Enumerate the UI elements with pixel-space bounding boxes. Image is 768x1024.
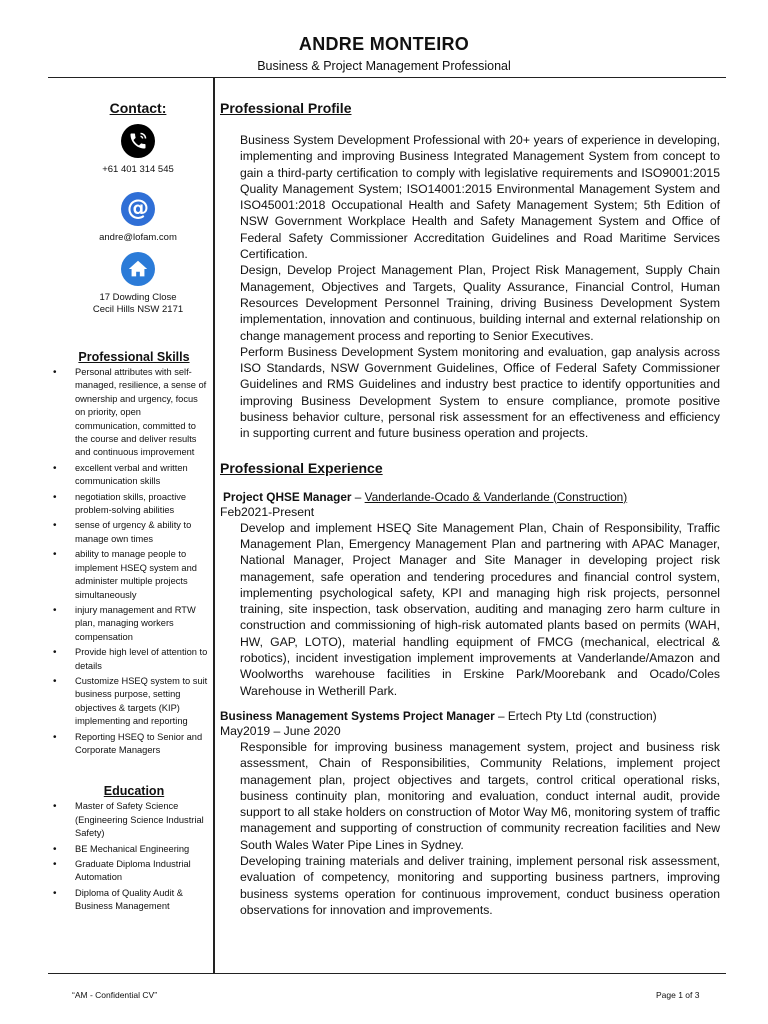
- job-heading: [220, 490, 720, 504]
- contact-email: [48, 192, 208, 243]
- education-title: Education: [103, 784, 165, 799]
- candidate-subtitle: Business & Project Management Professional: [257, 59, 511, 73]
- job-separator: –: [494, 708, 508, 723]
- list-item: • Reporting HSEQ to Senior and Corporate Managers: [48, 731, 208, 758]
- candidate-name: ANDRE MONTEIRO: [298, 34, 470, 54]
- left-column: [48, 77, 208, 916]
- job-heading: [220, 709, 720, 723]
- job-dates: May2019 – June 2020: [220, 723, 341, 738]
- right-column: [220, 77, 720, 918]
- profile-title: Professional Profile: [220, 100, 352, 116]
- list-item: • Provide high level of attention to details: [48, 646, 208, 673]
- education-list: [48, 800, 208, 913]
- list-item: • Customize HSEQ system to suit business purpose, setting objectives & targets (KIP) implementing and reporting: [48, 675, 208, 729]
- phone-icon: [121, 124, 155, 158]
- email-icon: @: [121, 192, 155, 226]
- list-item: • injury management and RTW plan, managing workers compensation: [48, 604, 208, 644]
- resume-header: [0, 34, 768, 73]
- bottom-divider: [48, 973, 726, 974]
- skills-title: Professional Skills: [78, 350, 190, 364]
- profile-paragraph: Design, Develop Project Management Plan, Project Risk Management, Supply Chain Management, Objectives and Targets, Quality Assurance, Financial Control, Human Resources Development Personnel Training, driving Business Development System implementation, innovation and continuous, building internal and external relationship on change management process and reporting to Senior Executives.: [240, 263, 720, 343]
- list-item: • Master of Safety Science (Engineering Science Industrial Safety): [48, 800, 208, 840]
- list-item: • excellent verbal and written communication skills: [48, 462, 208, 489]
- address-line-1: 17 Dowding Close: [99, 292, 177, 303]
- list-item: • Graduate Diploma Industrial Automation: [48, 858, 208, 885]
- column-divider: [213, 77, 215, 973]
- profile-body: [220, 132, 720, 442]
- profile-paragraph: Business System Development Professional with 20+ years of experience in developing, implementing and improving Business Integrated Management System from concept to gain a third-party certification to comply with legislative requirements and ISO9001:2015 Quality Management System; ISO14001:2015 Environmental Management System and ISO45001:2018 Occupational Health and Safety Management System; 5th Edition of NSW Government Workplace Health and Safety Management System and Office of Federal Safety Commissioner Accreditation Guidelines and Road Maritime Services Certification.: [240, 133, 720, 262]
- list-item: • Personal attributes with self-managed, resilience, a sense of ownership and urgency, focus on priority, open communication, committed to the course and deliver results and continuous improvement: [48, 366, 208, 460]
- job-company: Vanderlande-Ocado & Vanderlande (Construction): [364, 489, 628, 504]
- job-role: Project QHSE Manager: [223, 489, 352, 504]
- job-description: Developing training materials and deliver training, implement personal risk assessment, evaluation of competency, monitoring and supporting business partners, improving business systems operation for continuous improvement, conduct business operation observations for innovation and improvements.: [240, 853, 720, 917]
- address-line-2: Cecil Hills NSW 2171: [92, 304, 184, 315]
- job-role: Business Management Systems Project Manager: [220, 708, 495, 723]
- footer-confidential: “AM - Confidential CV”: [72, 990, 158, 1000]
- job-separator: –: [351, 489, 365, 504]
- job-description: Develop and implement HSEQ Site Management Plan, Chain of Responsibility, Traffic Management Plan, Emergency Management Plan and partnering with APAC Manager, National Manager, Project Manager and Site Manager in developing project risk management, safe operation and tendering procedures and financial control system, implementing psychological safety, KPI and managing high risk projects, personnel training, site inspection, task observation, auditing and managing zero harm culture in construction and commissioning of high-risk automated plants based on permits (WAH, HW, GAP, LOTO), material handling equipment of FMCG (mechanical, electrical & robotics), incident investigation implement improvements at Vanderlande/Amazon and Woolworths warehouse facilities in Erskine Park/Moorebank and Ocado/Coles Warehouse in Wetherill Park.: [240, 520, 720, 698]
- experience-title: Professional Experience: [220, 459, 383, 476]
- job-entry: [220, 490, 720, 699]
- contact-title: Contact:: [109, 100, 167, 116]
- email-address[interactable]: andre@lofam.com: [99, 232, 177, 243]
- contact-address: [48, 252, 208, 316]
- job-company: Ertech Pty Ltd (construction): [507, 708, 657, 723]
- list-item: • BE Mechanical Engineering: [48, 843, 208, 856]
- home-icon: [121, 252, 155, 286]
- skills-list: [48, 366, 208, 757]
- list-item: • negotiation skills, proactive problem-solving abilities: [48, 491, 208, 518]
- job-description: Responsible for improving business management system, project and business risk assessment, Chain of Responsibilities, Community Relations, implement project management plan, project objectives and targets, control critical operational risks, business continuity plan, monitoring and evaluation, conduct internal audit, provide support to all stake holders on construction of Motor Way M6, monitoring system of traffic management and supporting of construction of community recreation facilities and New South Wales Water Pipe Lines in Sydney.: [240, 739, 720, 852]
- job-entry: [220, 709, 720, 918]
- contact-phone: [48, 124, 208, 175]
- job-dates: Feb2021-Present: [220, 504, 315, 519]
- list-item: • ability to manage people to implement HSEQ system and administer multiple projects simultaneously: [48, 548, 208, 602]
- profile-paragraph: Perform Business Development System monitoring and evaluation, gap analysis across ISO Standards, NSW Government Guidelines, Office of Federal Safety Commissioner Guidelines and RMS Guidelines and industry best practice to identify opportunities and improving Business Development System to ensure compliance, promote positive business behavior culture, personal risk assessment for an effectiveness and efficiency in supporting current and future business operation and projects.: [240, 344, 720, 441]
- footer-page-number: Page 1 of 3: [656, 990, 700, 1000]
- list-item: • sense of urgency & ability to manage own times: [48, 519, 208, 546]
- phone-number[interactable]: +61 401 314 545: [102, 164, 174, 175]
- list-item: • Diploma of Quality Audit & Business Management: [48, 887, 208, 914]
